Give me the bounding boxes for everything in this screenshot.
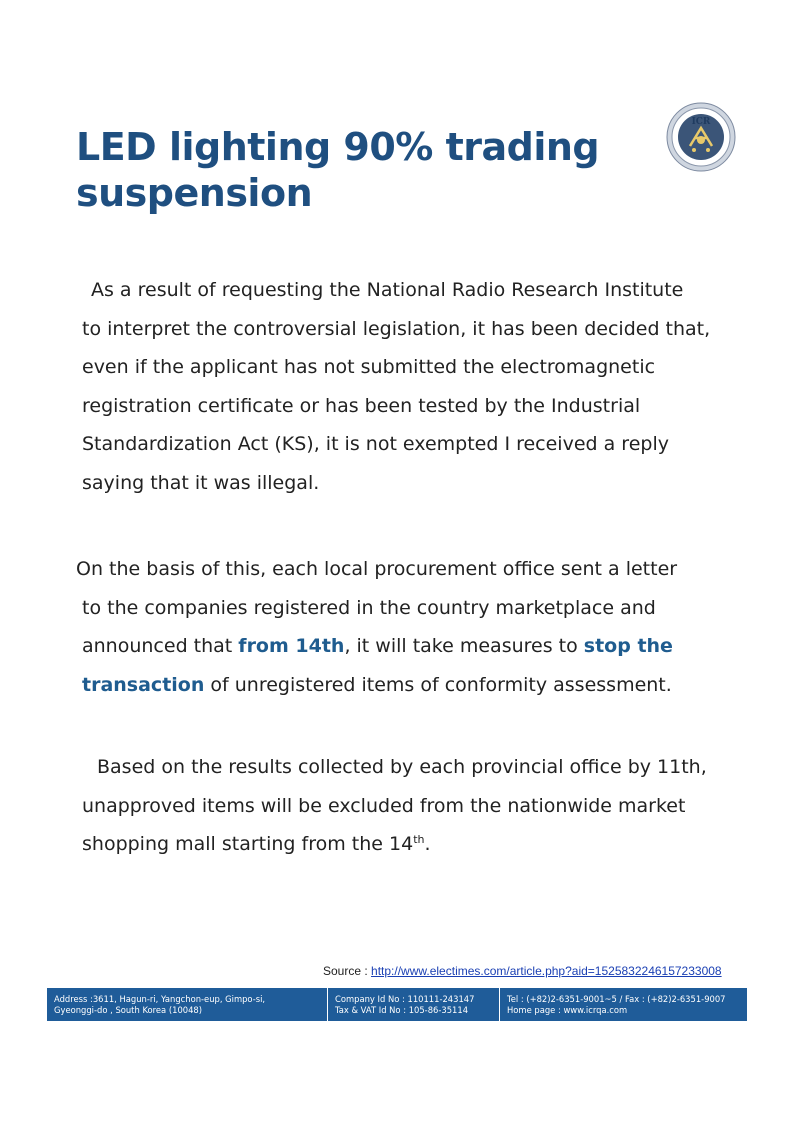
footer-company-ids [327, 988, 499, 1021]
icr-seal-logo [666, 102, 736, 172]
highlight-stop: stop the [583, 635, 673, 657]
paragraph-line: even if the applicant has not submitted the electromagnetic [82, 356, 656, 378]
text-run: of unregistered items of conformity assessment. [204, 673, 672, 696]
text-run: shopping mall starting from the 14 [82, 833, 414, 855]
source-line [323, 964, 743, 978]
footer-text: Tax & VAT Id No : 105-86-35114 [335, 1005, 469, 1015]
footer-text: Home page : www.icrqa.com [507, 1005, 628, 1015]
paragraph-line: to the companies registered in the country marketplace and [82, 596, 656, 619]
paragraph-line [80, 825, 740, 864]
footer-bar [47, 988, 747, 1021]
text-run: , it will take measures to [344, 635, 584, 657]
footer-address [47, 988, 327, 1021]
paragraph-line: saying that it was illegal. [82, 471, 320, 494]
footer-text: Tel : (+82)2-6351-9001~5 / Fax : (+82)2-6351-9007 [507, 994, 726, 1004]
paragraph-line: Standardization Act (KS), it is not exempted I received a reply [82, 433, 669, 455]
paragraph-line: As a result of requesting the National Radio Research Institute [91, 279, 684, 301]
paragraph-line: Based on the results collected by each provincial office by 11th, [97, 756, 707, 778]
paragraph-line: registration certificate or has been tested by the Industrial [82, 394, 641, 417]
paragraph-line [76, 666, 736, 705]
paragraph-line: to interpret the controversial legislation, it has been decided that, [82, 317, 711, 340]
paragraph-2 [76, 550, 736, 704]
text-run: announced that [82, 635, 239, 657]
footer-text: Gyeonggi-do , South Korea (10048) [54, 1005, 203, 1015]
source-label: Source : [323, 964, 372, 978]
footer-text: Company Id No : 110111-243147 [335, 994, 475, 1004]
title-line-1: LED lighting 90% trading [76, 125, 600, 169]
source-link[interactable]: http://www.electimes.com/article.php?aid=1525832246157233008 [371, 964, 722, 978]
logo-text: ICR [691, 117, 711, 127]
paragraph-line: On the basis of this, each local procurement office sent a letter [76, 558, 678, 580]
text-run: . [424, 833, 431, 855]
paragraph-line [76, 627, 736, 666]
footer-text: Address :3611, Hagun-ri, Yangchon-eup, Gimpo-si, [54, 994, 266, 1004]
page-title [76, 124, 636, 216]
highlight-transaction: transaction [82, 673, 205, 696]
title-line-2: suspension [76, 171, 313, 215]
paragraph-line: unapproved items will be excluded from the nationwide market [82, 794, 686, 817]
highlight-date: from 14th [238, 635, 345, 657]
footer-contact [499, 988, 747, 1021]
superscript: th [413, 833, 425, 846]
paragraph-1 [80, 271, 740, 502]
paragraph-3 [80, 748, 740, 864]
